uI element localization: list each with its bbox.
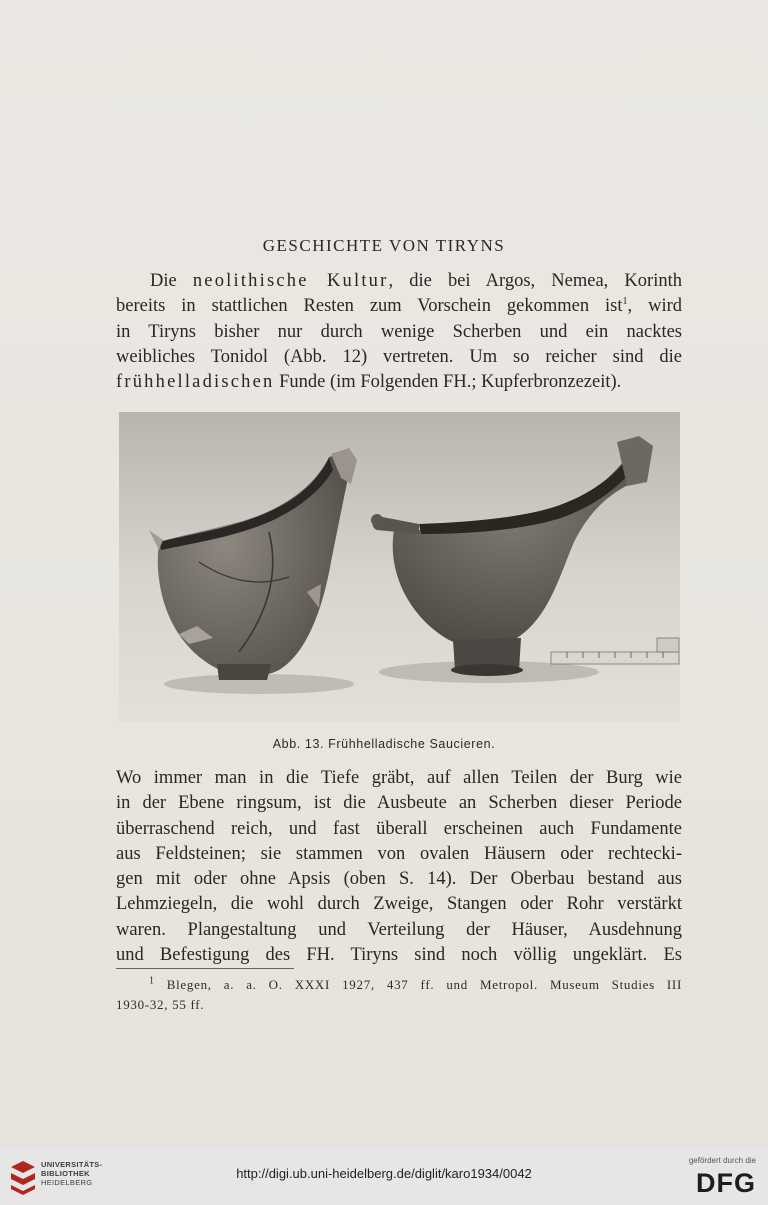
text-line: in Tiryns bisher nur durch wenige Scherben und ein nacktes xyxy=(116,321,682,342)
emphasis-neolithic: neolithische Kultur xyxy=(192,271,389,291)
footnote-line: $^1$ Blegen, a. a. O. XXXI 1927, 437 ff. und Metropol. Museum Studies III xyxy=(149,975,682,992)
emphasis-early-helladic: frühhelladischen xyxy=(116,372,275,393)
text-line: aus Feldsteinen; sie stammen von ovalen Häusern oder rechtecki- xyxy=(116,843,682,864)
footnote-ref: 1 xyxy=(622,296,628,308)
figure-caption: Abb. 13. Frühhelladische Saucieren. xyxy=(272,737,496,751)
text-line: gen mit oder ohne Apsis (oben S. 14). Der Oberbau bestand aus xyxy=(116,869,682,890)
logo-shape xyxy=(11,1185,35,1195)
footnote-marker: 1 xyxy=(149,975,155,987)
page-heading: GESCHICHTE VON TIRYNS xyxy=(262,236,506,255)
text-line: in der Ebene ringsum, ist die Ausbeute an Scherben dieser Periode xyxy=(116,793,682,814)
text-line: Die neolithische Kultur, die bei Argos, Nemea, Korinth xyxy=(150,271,682,291)
text-line: und Befestigung des FH. Tiryns sind noch völlig ungeklärt. Es xyxy=(116,945,682,966)
figure-photo-sauceboats xyxy=(119,412,680,722)
sauceboats-illustration xyxy=(119,412,680,722)
footer-bar xyxy=(0,1148,768,1205)
footnote xyxy=(116,975,682,1015)
institution-name: UNIVERSITÄTS- BIBLIOTHEK HEIDELBERG xyxy=(41,1160,103,1187)
text-line: frühhelladischen Funde (im Folgenden FH.; Kupferbronzezeit). xyxy=(116,372,622,393)
text-line: waren. Plangestaltung und Verteilung der Häuser, Ausdehnung xyxy=(116,919,682,940)
text-line: überraschend reich, und fast überall erscheinen auch Fundamente xyxy=(116,818,682,839)
text-line: Lehmziegeln, die wohl durch Zweige, Stangen oder Rohr verstärkt xyxy=(116,894,682,915)
footnote-line: 1930-32, 55 ff. xyxy=(116,997,205,1012)
text-line: bereits in stattlichen Resten zum Vorschein gekommen ist$^1$, wird xyxy=(116,296,682,317)
dfg-logo: DFG xyxy=(696,1168,756,1198)
footnote-divider xyxy=(116,968,294,969)
permalink[interactable]: http://digi.ub.uni-heidelberg.de/diglit/karo1934/0042 xyxy=(236,1166,532,1181)
text-line: weibliches Tonidol (Abb. 12) vertreten. Um so reicher sind die xyxy=(116,346,682,367)
text-line: Wo immer man in die Tiefe gräbt, auf allen Teilen der Burg wie xyxy=(116,768,682,788)
paragraph-main xyxy=(116,766,682,968)
paragraph-intro xyxy=(116,269,682,395)
funded-by-label: gefördert durch die xyxy=(688,1156,756,1165)
